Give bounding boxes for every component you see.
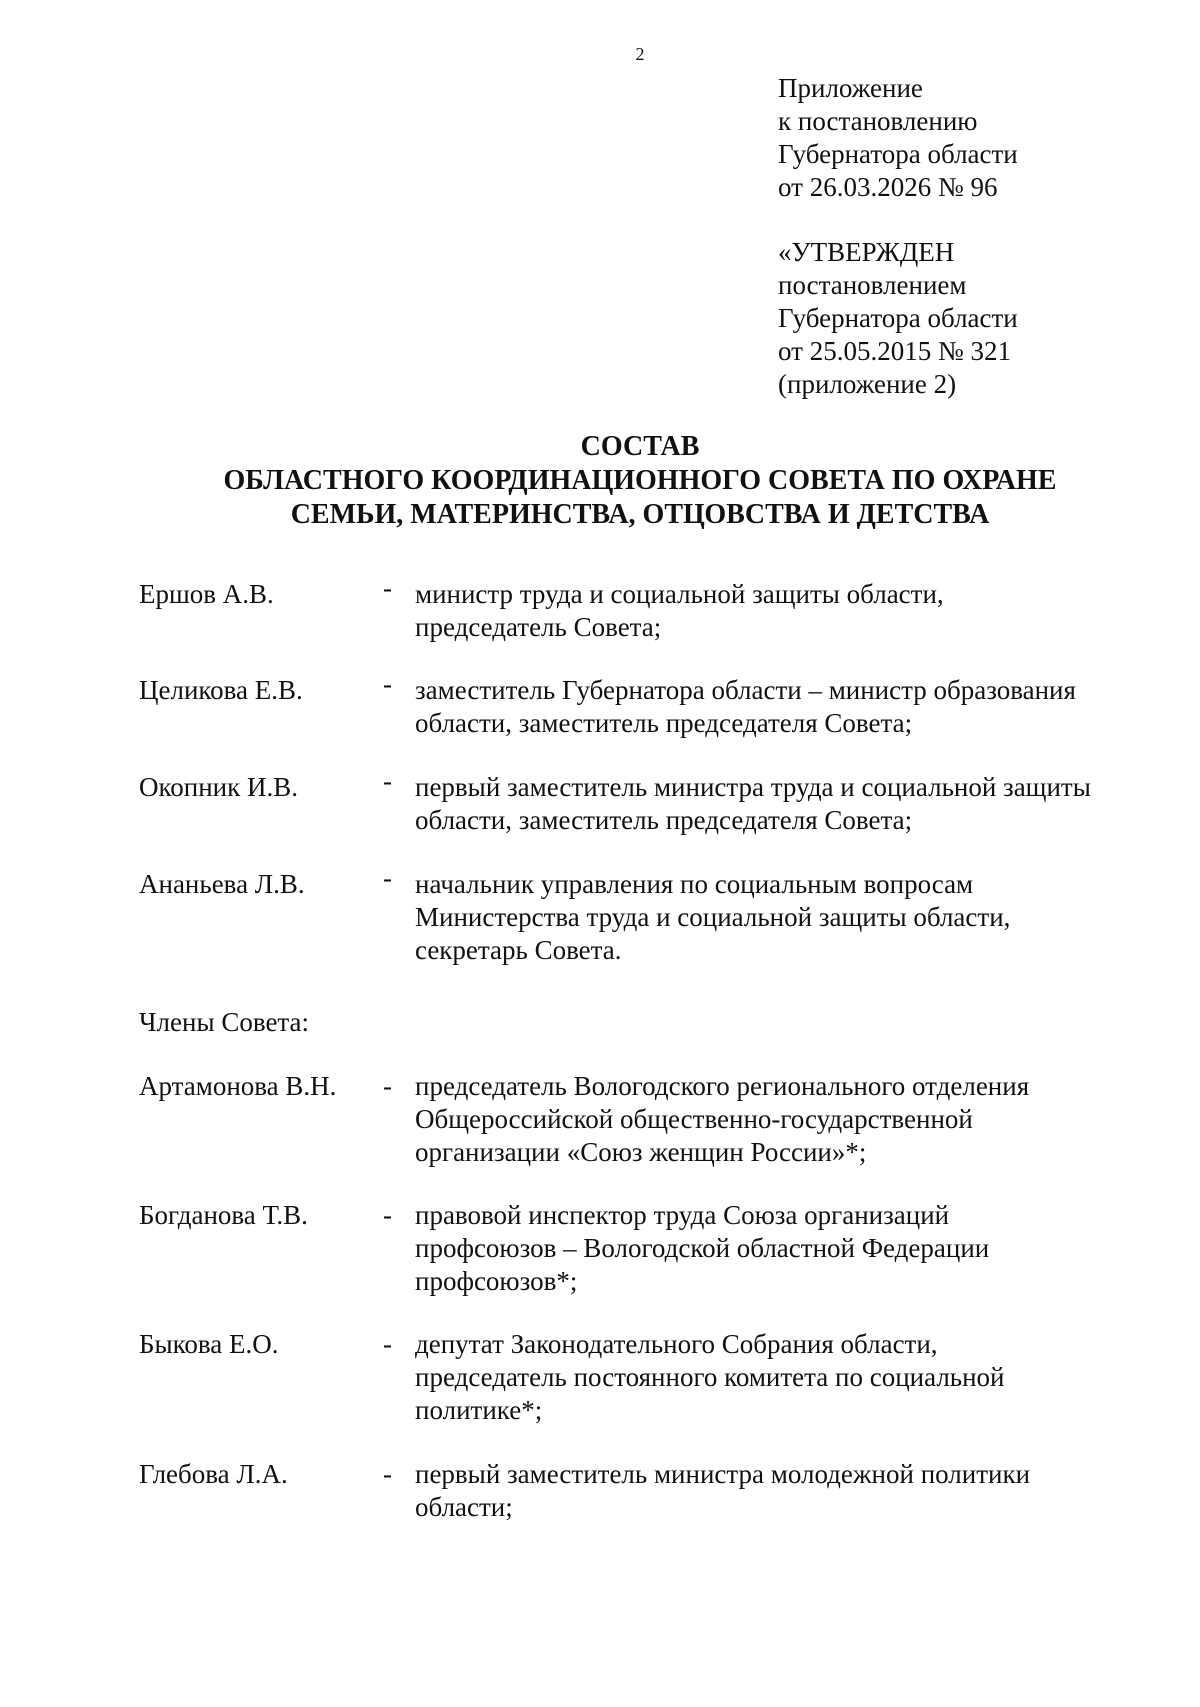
position-line: председатель Совета; (415, 612, 662, 642)
position-line: начальник управления по социальным вопросам (415, 869, 974, 899)
dash-separator: - (383, 766, 392, 796)
approved-line: (приложение 2) (778, 369, 957, 399)
member-position (415, 674, 1076, 740)
approved-line: «УТВЕРЖДЕН (778, 237, 955, 267)
position-line: министр труда и социальной защиты области, (415, 579, 944, 609)
member-position (415, 578, 944, 644)
position-line: организации «Союз женщин России»*; (415, 1137, 867, 1167)
position-line: секретарь Совета. (415, 935, 622, 965)
dash-separator: - (383, 1329, 392, 1359)
member-position (415, 1199, 989, 1298)
member-name: Ершов А.В. (139, 579, 274, 609)
position-line: политике*; (415, 1395, 543, 1425)
member-name: Ананьева Л.В. (139, 869, 305, 899)
position-line: области, заместитель председателя Совета; (415, 708, 913, 738)
member-name: Окопник И.В. (139, 772, 298, 802)
appendix-line: к постановлению (778, 106, 978, 136)
position-line: области; (415, 1492, 513, 1522)
member-position (415, 1328, 1005, 1427)
position-line: председатель постоянного комитета по социальной (415, 1362, 1005, 1392)
position-line: заместитель Губернатора области – министр образования (415, 675, 1076, 705)
position-line: профсоюзов – Вологодской областной Федерации (415, 1233, 990, 1263)
dash-separator: - (383, 1200, 392, 1230)
member-name: Артамонова В.Н. (139, 1071, 337, 1101)
title-line: СЕМЬИ, МАТЕРИНСТВА, ОТЦОВСТВА И ДЕТСТВА (290, 499, 990, 530)
position-line: профсоюзов*; (415, 1266, 578, 1296)
position-line: Министерства труда и социальной защиты области, (415, 902, 1011, 932)
approved-stamp (778, 236, 1018, 401)
dash-separator: - (383, 1459, 392, 1489)
position-line: депутат Законодательного Собрания области, (415, 1329, 938, 1359)
appendix-line: от 26.03.2026 № 96 (778, 172, 998, 202)
member-position (415, 771, 1091, 837)
dash-separator: - (383, 573, 392, 603)
title-line: СОСТАВ (580, 431, 700, 462)
member-position (415, 868, 1010, 967)
member-name: Глебова Л.А. (139, 1459, 288, 1489)
appendix-line: Приложение (778, 73, 923, 103)
document-title (0, 430, 1200, 532)
position-line: первый заместитель министра молодежной политики (415, 1459, 1031, 1489)
members-heading: Члены Совета: (139, 1007, 310, 1037)
approved-line: постановлением (778, 270, 967, 300)
member-name: Богданова Т.В. (139, 1200, 308, 1230)
title-line: ОБЛАСТНОГО КООРДИНАЦИОННОГО СОВЕТА ПО ОХРАНЕ (223, 465, 1057, 496)
dash-separator: - (383, 863, 392, 893)
approved-line: от 25.05.2015 № 321 (778, 336, 1011, 366)
position-line: правовой инспектор труда Союза организаций (415, 1200, 950, 1230)
member-position (415, 1458, 1030, 1524)
dash-separator: - (383, 1071, 392, 1101)
position-line: председатель Вологодского регионального отделения (415, 1071, 1030, 1101)
position-line: Общероссийской общественно-государственной (415, 1104, 973, 1134)
approved-line: Губернатора области (778, 303, 1018, 333)
appendix-line: Губернатора области (778, 139, 1018, 169)
dash-separator: - (383, 669, 392, 699)
member-name: Целикова Е.В. (139, 675, 303, 705)
appendix-header (778, 72, 1018, 204)
member-position (415, 1070, 1029, 1169)
page-number: 2 (635, 44, 645, 64)
member-name: Быкова Е.О. (139, 1329, 279, 1359)
position-line: области, заместитель председателя Совета; (415, 805, 913, 835)
position-line: первый заместитель министра труда и социальной защиты (415, 772, 1091, 802)
